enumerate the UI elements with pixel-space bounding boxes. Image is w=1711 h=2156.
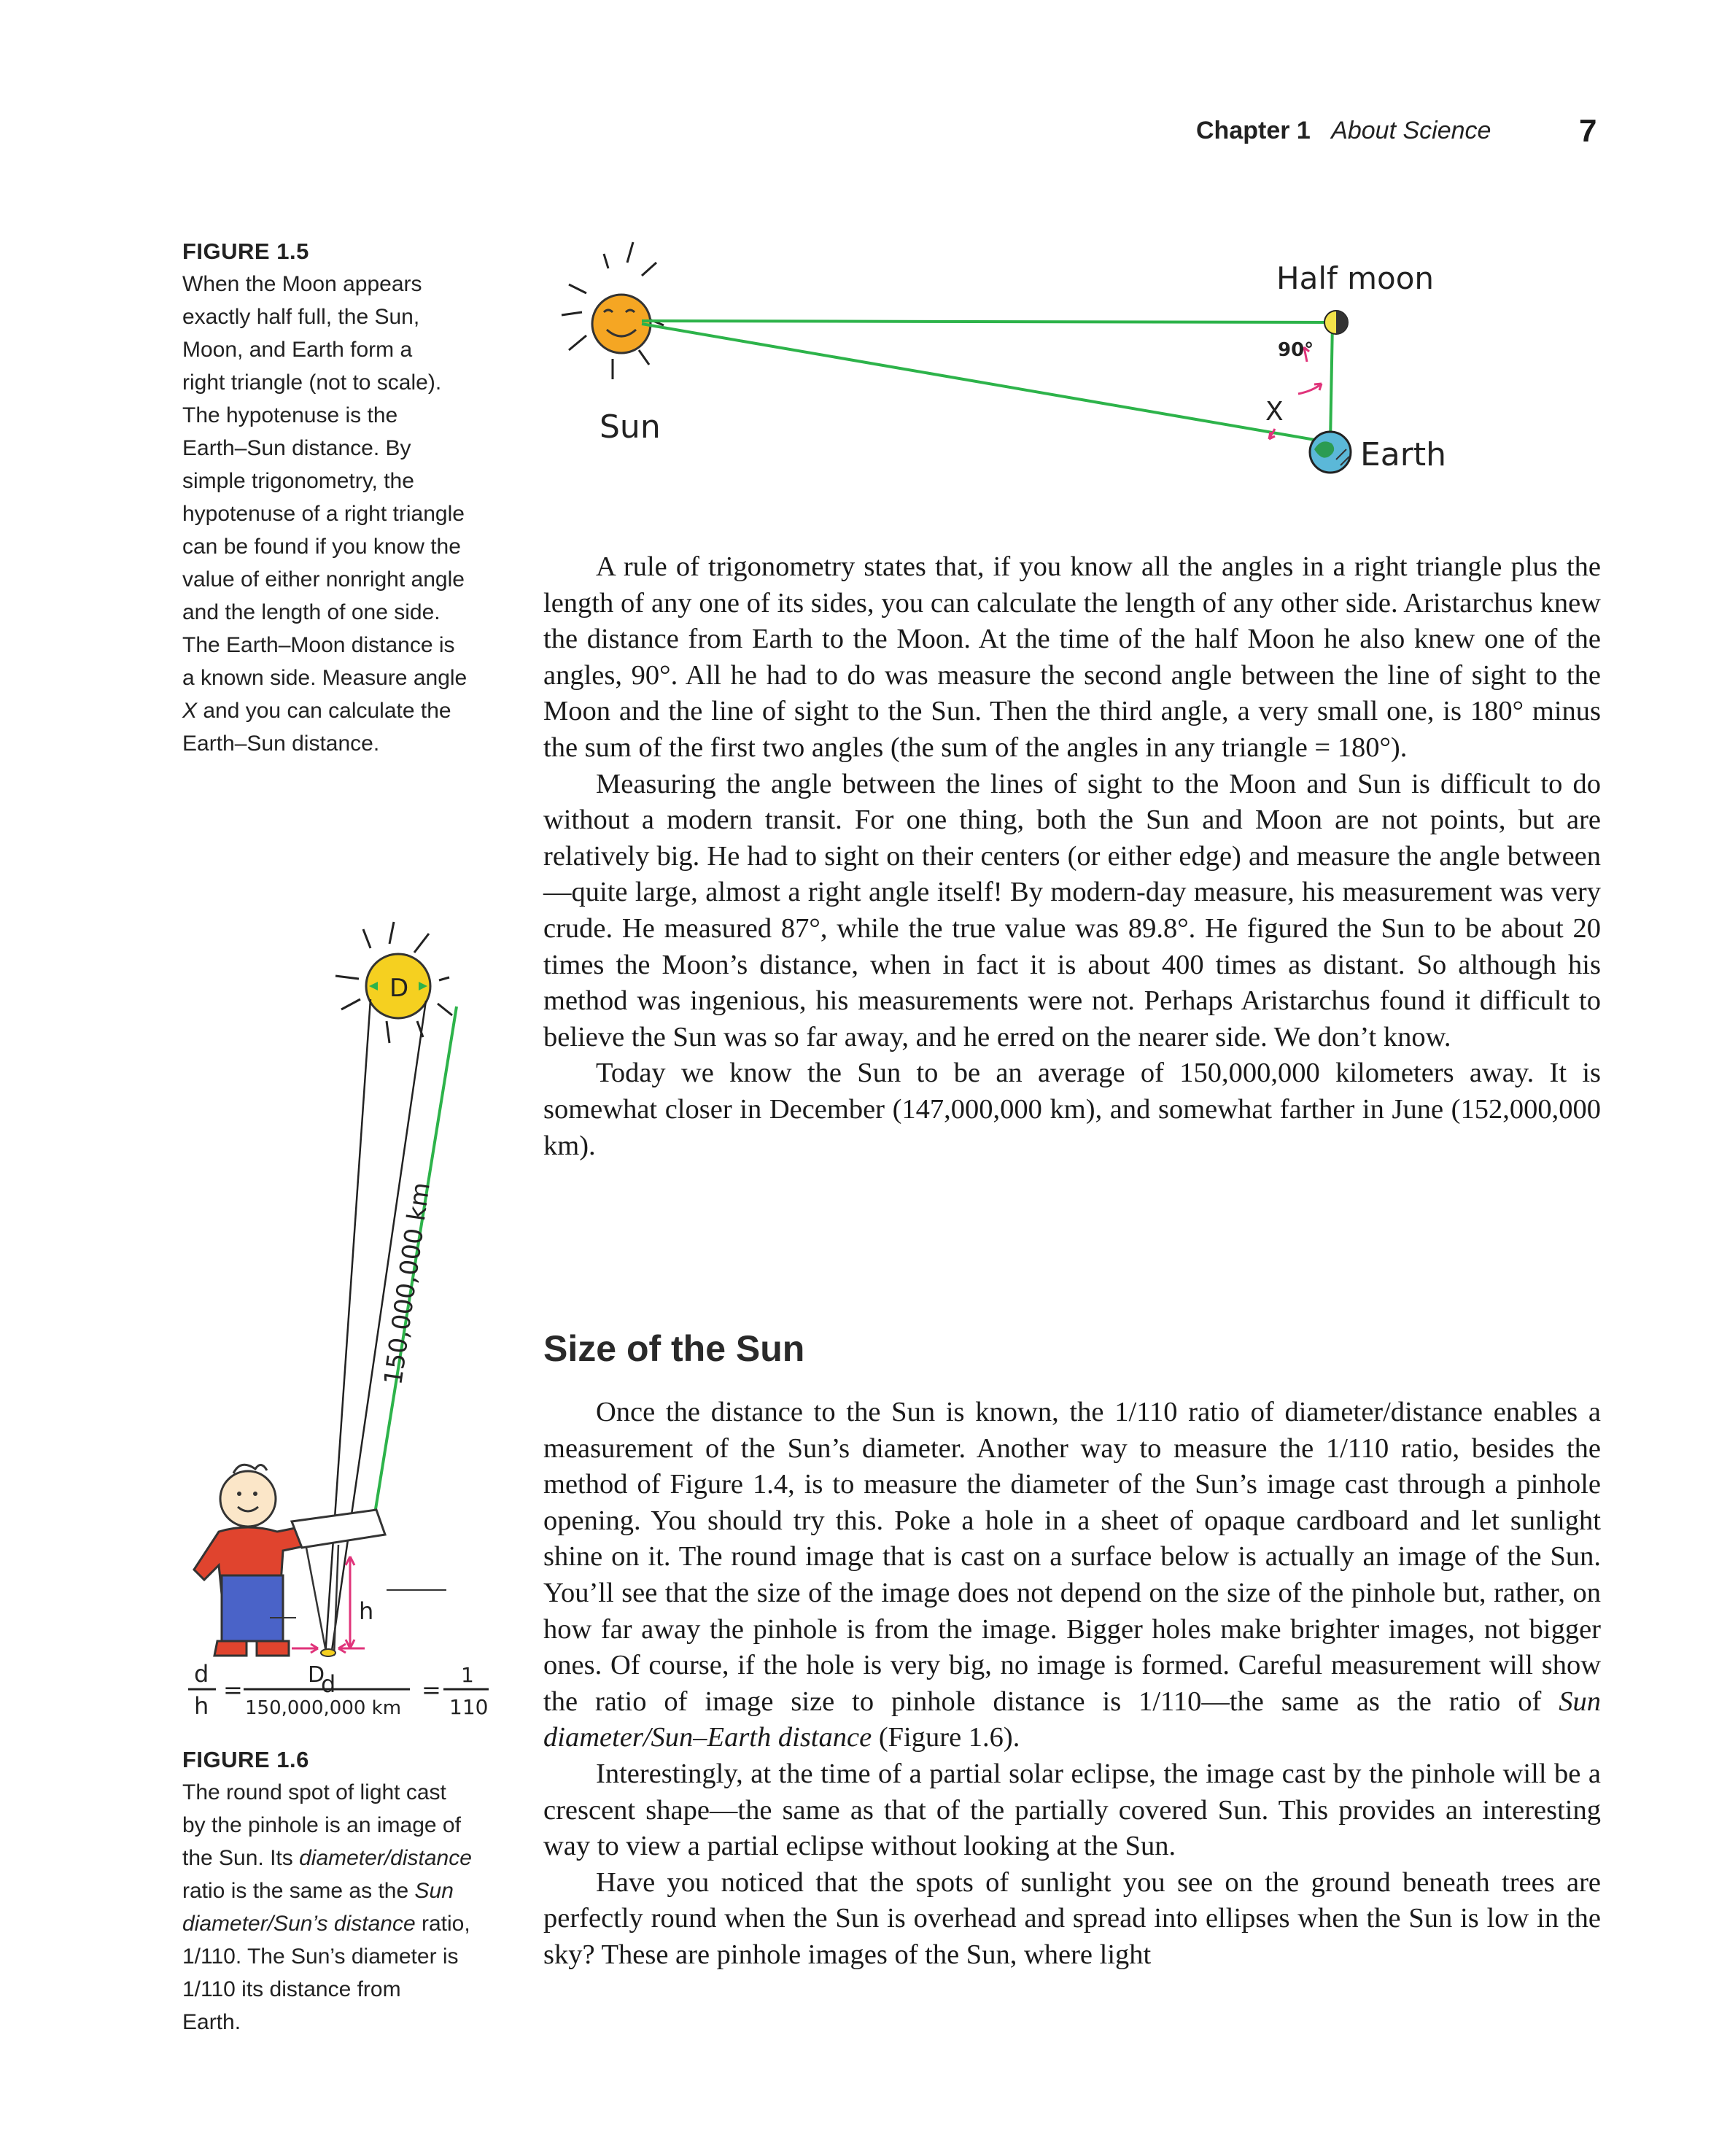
paragraph: Today we know the Sun to be an average of 150,000,000 kilometers away. It is somewhat closer in December (147,000,000 km), and somewhat farther in June (152,000,000 km). <box>543 1058 1601 1161</box>
caption-italic: diameter/Sun’s distance <box>182 1912 416 1936</box>
sun-moon-line <box>642 321 1332 322</box>
angle-var: X <box>182 699 198 723</box>
angle-x-label: X <box>1265 397 1284 427</box>
sun-diameter-label: D <box>389 974 409 1003</box>
section-heading: Size of the Sun <box>543 1328 805 1369</box>
caption-line: When the Moon appears <box>182 272 422 296</box>
person-pants <box>222 1575 283 1641</box>
pinhole-card <box>292 1510 385 1548</box>
caption-line: hypotenuse of a right triangle <box>182 502 465 526</box>
caption-italic: diameter/distance <box>299 1846 472 1870</box>
caption-line: 1/110 its distance from <box>182 1977 401 2001</box>
caption-line: right triangle (not to scale). <box>182 371 442 395</box>
figure-1-6-diagram <box>175 919 525 1729</box>
body-text-upper <box>543 549 1601 1164</box>
figure-1-5-caption <box>182 235 518 760</box>
caption-line: 1/110. The Sun’s diameter is <box>182 1944 459 1969</box>
paragraph-text: Once the distance to the Sun is known, the 1/110 ratio of diameter/distance enables a measurement of the Sun’s diameter. Another way to measure the 1/110 ratio, besides the method of Figure 1.4, is to measure the diameter of the Sun’s image cast through a pinhole opening. You should try this. Poke a hole in a sheet of opaque cardboard and let sunlight shine on it. The round image that is cast on a surface below is actually an image of the Sun. You’ll see that the size of the image does not depend on the size of the pinhole but, rather, on how far away the pinhole is from the image. Bigger holes make brighter images, not bigger ones. Of course, if the hole is very big, no image is formed. Careful measurement will show the ratio of image size to pinhole distance is 1/110—the same as the ratio of <box>543 1397 1601 1717</box>
caption-line: Earth. <box>182 2010 241 2034</box>
body-text-lower <box>543 1395 1601 1974</box>
paragraph: Measuring the angle between the lines of sight to the Moon and Sun is difficult to do without a modern transit. For one thing, both the Sun and Moon are not points, but are relatively big. He had to sight on their centers (or either edge) and measure the angle between—quite large, almost a right angle itself! By modern-day measure, his measurement was very crude. He measured 87°, while the true value was 89.8°. He figured the Sun to be about 20 times the Moon’s distance, when in fact it is about 400 times as distant. So although his method was ingenious, his measurements were not. Perhaps Aristarchus found it difficult to believe the Sun was so far away, and he erred on the nearer side. We don’t know. <box>543 768 1601 1052</box>
caption-line-rest: and you can calculate the <box>197 699 451 723</box>
paragraph-text: (Figure 1.6). <box>872 1722 1020 1753</box>
caption-line: and the length of one side. <box>182 600 441 624</box>
caption-line <box>182 694 518 727</box>
caption-line: exactly half full, the Sun, <box>182 305 420 329</box>
eq-110: 110 <box>449 1695 489 1719</box>
eq-distance: 150,000,000 km <box>245 1697 402 1719</box>
caption-text: the Sun. Its <box>182 1846 300 1870</box>
caption-line: value of either nonright angle <box>182 567 465 592</box>
caption-text: ratio, <box>415 1912 470 1936</box>
chapter-label: Chapter <box>1196 117 1290 144</box>
earth-label: Earth <box>1360 436 1446 473</box>
page-number: 7 <box>1579 113 1597 149</box>
caption-line: simple trigonometry, the <box>182 469 414 493</box>
caption-line: The round spot of light cast <box>182 1780 446 1804</box>
eq-h: h <box>194 1692 209 1720</box>
caption-line: by the pinhole is an image of <box>182 1813 461 1837</box>
paragraph: A rule of trigonometry states that, if you know all the angles in a right triangle plus the length of any one of its sides, you can calculate the length of any other side. Aristarchus knew the distance from Earth to the Moon. At the time of the half Moon he also knew one of the angles, 90°. All he had to do was measure the second angle between the line of sight to the Moon and the line of sight to the Sun. Then the third angle, a very small one, is 180° minus the sum of the first two angles (the sum of the angles in any triangle = 180°). <box>543 551 1601 763</box>
caption-line: Earth–Sun distance. By <box>182 436 411 460</box>
half-moon-label: Half moon <box>1276 260 1435 296</box>
caption-italic: Sun <box>414 1879 454 1903</box>
caption-line <box>182 1907 518 1940</box>
figure-1-5-diagram <box>540 233 1488 511</box>
figure-1-6-caption <box>182 1743 518 2039</box>
sun-label: Sun <box>600 408 661 446</box>
caption-line: Earth–Sun distance. <box>182 732 380 756</box>
image-diameter-label: d <box>321 1670 336 1698</box>
moon-earth-line <box>1330 322 1332 442</box>
distance-label: 150,000,000 km <box>379 1180 436 1387</box>
person-head <box>220 1471 276 1527</box>
eq-D: D <box>308 1662 325 1688</box>
paragraph <box>543 1395 1601 1756</box>
sun-earth-line <box>642 324 1327 442</box>
caption-line <box>182 1874 518 1907</box>
figure-1-6-title: FIGURE 1.6 <box>182 1747 309 1772</box>
chapter-title: About Science <box>1331 117 1491 144</box>
caption-text: ratio is the same as the <box>182 1879 415 1903</box>
pinhole-height-label: h <box>359 1597 374 1625</box>
figure-1-5-title: FIGURE 1.5 <box>182 239 309 264</box>
caption-line: Moon, and Earth form a <box>182 338 413 362</box>
paragraph-italic: Sun diameter/Sun–Earth distance <box>543 1686 1601 1753</box>
caption-line: The Earth–Moon distance is <box>182 633 455 657</box>
caption-line: The hypotenuse is the <box>182 403 398 427</box>
eq-d: d <box>194 1660 209 1688</box>
chapter-number: 1 <box>1296 117 1311 144</box>
paragraph: Have you noticed that the spots of sunlight you see on the ground beneath trees are perfectly round when the Sun is overhead and spread into ellipses when the Sun is low in the sky? These are pinhole images of the Sun, where light <box>543 1866 1601 1970</box>
svg-text:=: = <box>422 1676 441 1704</box>
ratio-equation <box>175 1656 525 1729</box>
svg-text:=: = <box>223 1676 243 1704</box>
caption-line: can be found if you know the <box>182 535 461 559</box>
caption-line <box>182 1842 518 1874</box>
right-angle-label: 90° <box>1278 339 1314 361</box>
eq-one: 1 <box>461 1663 474 1687</box>
paragraph: Interestingly, at the time of a partial solar eclipse, the image cast by the pinhole will be a crescent shape—the same as that of the partially covered Sun. This provides an interesting way to view a partial eclipse without looking at the Sun. <box>543 1758 1601 1862</box>
caption-line: a known side. Measure angle <box>182 666 467 690</box>
running-header <box>1196 117 1491 145</box>
